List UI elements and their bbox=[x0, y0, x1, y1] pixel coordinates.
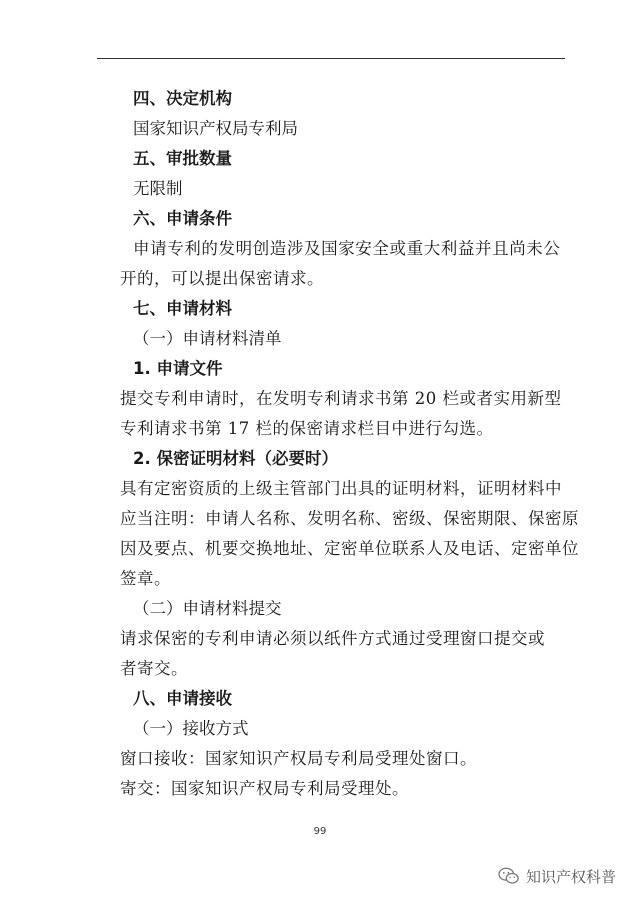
section-7-subsection-2-body-line-1: 请求保密的专利申请必须以纸件方式通过受理窗口提交或 bbox=[120, 629, 545, 648]
section-6-title: 六、申请条件 bbox=[133, 209, 232, 228]
section-7-title: 七、申请材料 bbox=[133, 299, 232, 318]
section-7-item-1-body-line-1: 提交专利申请时，在发明专利请求书第 20 栏或者实用新型 bbox=[120, 389, 562, 408]
section-4-title: 四、决定机构 bbox=[133, 89, 232, 108]
section-8-body-line-1: 窗口接收：国家知识产权局专利局受理处窗口。 bbox=[120, 749, 477, 768]
section-7-item-2-body-line-4: 签章。 bbox=[120, 569, 171, 588]
section-7-item-2-title: 2. 保密证明材料（必要时） bbox=[133, 449, 338, 468]
section-4-body: 国家知识产权局专利局 bbox=[133, 119, 298, 138]
section-8-title: 八、申请接收 bbox=[133, 689, 232, 708]
section-7-subsection-2: （二）申请材料提交 bbox=[133, 599, 282, 618]
watermark-text: 知识产权科普 bbox=[525, 867, 616, 886]
section-7-item-1-body-line-2: 专利请求书第 17 栏的保密请求栏目中进行勾选。 bbox=[120, 419, 494, 438]
wechat-icon bbox=[498, 866, 520, 886]
section-7-item-2-body-line-3: 因及要点、机要交换地址、定密单位联系人及电话、定密单位 bbox=[120, 539, 579, 558]
section-6-body-line-2: 开的，可以提出保密请求。 bbox=[120, 269, 324, 288]
watermark bbox=[498, 862, 616, 890]
page-number: 99 bbox=[313, 826, 327, 837]
section-5-body: 无限制 bbox=[133, 179, 183, 198]
header-rule bbox=[97, 58, 565, 59]
section-7-subsection-2-body-line-2: 者寄交。 bbox=[120, 659, 188, 678]
section-5-title: 五、审批数量 bbox=[133, 149, 232, 168]
section-8-body-line-2: 寄交：国家知识产权局专利局受理处。 bbox=[120, 779, 409, 798]
section-8-subsection-1: （一）接收方式 bbox=[133, 719, 249, 738]
section-7-item-1-title: 1. 申请文件 bbox=[133, 359, 223, 378]
section-7-subsection-1: （一）申请材料清单 bbox=[133, 329, 282, 348]
section-7-item-2-body-line-2: 应当注明：申请人名称、发明名称、密级、保密期限、保密原 bbox=[120, 509, 579, 528]
section-6-body-line-1: 申请专利的发明创造涉及国家安全或重大利益并且尚未公 bbox=[133, 239, 561, 258]
section-7-item-2-body-line-1: 具有定密资质的上级主管部门出具的证明材料，证明材料中 bbox=[120, 479, 562, 498]
